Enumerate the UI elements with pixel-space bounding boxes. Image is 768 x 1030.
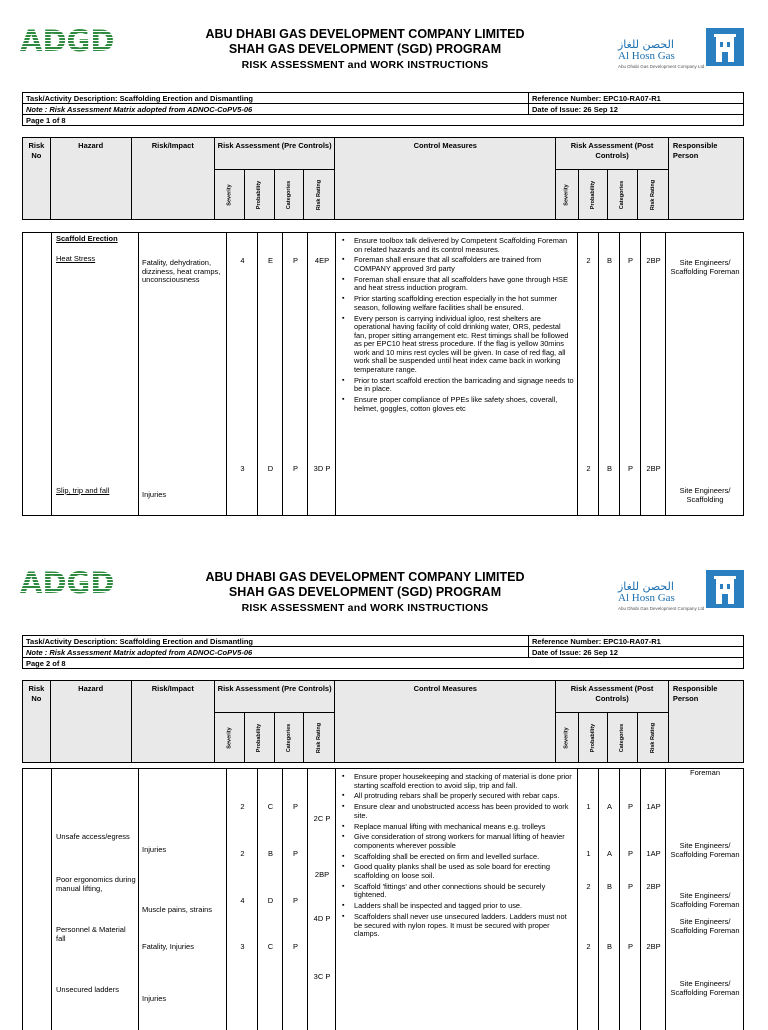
impact-cell: Fatality, dehydration, dizziness, heat cramps, unconsciousness: [142, 258, 221, 285]
risk-table-body: Scaffold Erection Heat Stress Fatality, dehydration, dizziness, heat cramps, unconsciousness 4 E P 4EP 2 B P 2BP Site Engineers/ Scaffolding Foreman Slip, trip and fall Injuries 3 D P 3D P 2 B P 2BP Site Engineers/ Scaffolding ▪ Ensure toolbox talk delivered by Competent Scaffolding Foreman on related hazards and its control measures. ▪ Foreman shall ensure that all scaffolders are trained from COMPANY approved 3rd party ▪ Foreman shall ensure that all scaffolders have gone through HSE and heat stress induction program. ▪ Prior starting scaffolding erection especially in the hot summer season, following welfare facilities shall be ensured. ▪ Every person is carrying individual igloo, rest shelters are operational having facility of cold drinking water, ORS, pedestal fan, proper sitting arrangement etc. Rest timings shall be followed as per EPC10 heat stress procedure. If the flag is yellow 30mins work and 10 mins rest cycles will be given. In case of red flag, all work shall be suspended until heat index came back in working temperature range. ▪ Prior to start scaffold erection the barricading and signage needs to be in place. ▪ Ensure proper compliance of PPEs like safety shoes, coverall, helmet, goggles, cotton gloves etc: [22, 232, 744, 516]
partner-logo: الحصن للغاز Al Hosn Gas Abu Dhabi Gas Development Company Ltd: [614, 28, 744, 72]
impact-cell: Injuries: [142, 490, 167, 499]
responsible-cell: Site Engineers/ Scaffolding Foreman: [670, 258, 740, 276]
control-measure: ▪ Ensure toolbox talk delivered by Competent Scaffolding Foreman on related hazards and its control measures.: [342, 237, 574, 254]
control-measure: ▪ Replace manual lifting with mechanical means e.g. trolleys: [342, 823, 574, 832]
page-label: Page 1 of 8: [23, 115, 744, 126]
control-measure: ▪ Ensure proper housekeeping and stacking of material is done prior starting scaffold erection to avoid slip, trip and fall.: [342, 773, 574, 790]
page-label: Page 2 of 8: [23, 658, 744, 669]
control-measure: ▪ Scaffold 'fittings' and other connections should be securely tightened.: [342, 883, 574, 900]
hazard-cell: Personnel & Material fall: [56, 925, 126, 943]
document-title: ABU DHABI GAS DEVELOPMENT COMPANY LIMITED SHAH GAS DEVELOPMENT (SGD) PROGRAM RISK ASSESSMENT and WORK INSTRUCTIONS: [205, 570, 525, 614]
control-measure: ▪ Good quality planks shall be used as sole board for erecting scaffolding on loose soil.: [342, 863, 574, 880]
hazard-cell: Unsecured ladders: [56, 985, 119, 994]
control-measure: ▪ Ensure clear and unobstructed access has been provided to work site.: [342, 803, 574, 820]
control-measures-list: [342, 773, 574, 941]
hazard-cell: Poor ergonomics during manual lifting,: [56, 875, 136, 893]
svg-text:ADGD: ADGD: [20, 24, 115, 58]
control-measure: ▪ Ladders shall be inspected and tagged prior to use.: [342, 902, 574, 911]
company-logo: [20, 566, 115, 600]
control-measure: ▪ Foreman shall ensure that all scaffolders are trained from COMPANY approved 3rd party: [342, 256, 574, 273]
control-measure: ▪ Ensure proper compliance of PPEs like safety shoes, coverall, helmet, goggles, cotton gloves etc: [342, 396, 574, 413]
tower-icon: [706, 28, 744, 66]
responsible-cell: Site Engineers/ Scaffolding: [679, 486, 731, 504]
control-measure: ▪ Prior starting scaffolding erection especially in the hot summer season, following welfare facilities shall be ensured.: [342, 295, 574, 312]
hazard-cell: Slip, trip and fall: [56, 486, 110, 495]
responsible-cell: Site Engineers/ Scaffolding Foreman: [670, 841, 740, 859]
svg-text:ADGD: ADGD: [20, 566, 115, 600]
responsible-cell: Foreman: [689, 768, 720, 777]
column-header: Risk No Hazard Risk/Impact Risk Assessment (Pre Controls) Control Measures Risk Assessment (Post Controls) Responsible Person Severity Probability Categories Risk Rating Severity Probability Categories Risk Rating: [22, 137, 744, 220]
impact-cell: Fatality, Injuries: [142, 942, 194, 951]
risk-table-body: Foreman 2 C P 2C P 1 A P 1AP Unsafe access/egress Injuries 2 B P 2BP 1 A P 1AP Site Engineers/ Scaffolding Foreman Poor ergonomics during manual lifting, Muscle pains, strains 4 D P 4D P 2 B P 2BP Site Engineers/ Scaffolding Foreman Personnel & Material fall Fatality, Injuries 3 C P 3C P 2 B P 2BP Site Engineers/ Scaffolding Foreman Unsecured ladders Injuries Site Engineers/ Scaffolding Foreman ▪ Ensure proper housekeeping and stacking of material is done prior starting scaffold erection to avoid slip, trip and fall. ▪ All protruding rebars shall be properly secured with rebar caps. ▪ Ensure clear and unobstructed access has been provided to work site. ▪ Replace manual lifting with mechanical means e.g. trolleys ▪ Give consideration of strong workers for manual lifting of heavier components wherever possible ▪ Scaffolding shall be erected on firm and levelled surface. ▪ Good quality planks shall be used as sole board for erecting scaffolding on loose soil. ▪ Scaffold 'fittings' and other connections should be securely tightened. ▪ Ladders shall be inspected and tagged prior to use. ▪ Scaffolders shall never use unsecured ladders. Ladders must not be secured with nylon ropes. It must be secured with proper clamps.: [22, 768, 744, 1030]
impact-cell: Injuries: [142, 845, 167, 854]
control-measure: ▪ Every person is carrying individual igloo, rest shelters are operational having facility of cold drinking water, ORS, pedestal fan, proper sitting arrangement etc. Rest timings shall be followed as per EPC10 heat stress procedure. If the flag is yellow 30mins work and 10 mins rest cycles will be given. In case of red flag, all work shall be suspended until heat index came back in working temperature range.: [342, 315, 574, 375]
tower-icon: [706, 570, 744, 608]
control-measure: ▪ Give consideration of strong workers for manual lifting of heavier components wherever possible: [342, 833, 574, 850]
hazard-cell: Heat Stress: [56, 254, 96, 263]
responsible-cell: Site Engineers/ Scaffolding Foreman: [670, 891, 740, 909]
document-title: ABU DHABI GAS DEVELOPMENT COMPANY LIMITED SHAH GAS DEVELOPMENT (SGD) PROGRAM RISK ASSESSMENT and WORK INSTRUCTIONS: [205, 27, 525, 71]
partner-logo: الحصن للغاز Al Hosn Gas Abu Dhabi Gas Development Company Ltd: [614, 570, 744, 614]
control-measure: ▪ Foreman shall ensure that all scaffolders have gone through HSE and heat stress induction program.: [342, 276, 574, 293]
control-measure: ▪ Scaffolding shall be erected on firm and levelled surface.: [342, 853, 574, 862]
responsible-cell: Site Engineers/ Scaffolding Foreman: [670, 917, 740, 935]
info-table: Task/Activity Description: Scaffolding Erection and Dismantling Reference Number: EPC10-RA07-R1 Note : Risk Assessment Matrix adopted from ADNOC-CoPV5-06 Date of Issue: 26 Sep 12 Page 2 of 8: [22, 635, 744, 669]
column-header: Risk No Hazard Risk/Impact Risk Assessment (Pre Controls) Control Measures Risk Assessment (Post Controls) Responsible Person Severity Probability Categories Risk Rating Severity Probability Categories Risk Rating: [22, 680, 744, 763]
company-logo: [20, 24, 115, 58]
section-title: Scaffold Erection: [56, 234, 118, 243]
impact-cell: Muscle pains, strains: [142, 905, 213, 914]
control-measure: ▪ All protruding rebars shall be properly secured with rebar caps.: [342, 792, 574, 801]
control-measures-list: [342, 237, 574, 416]
impact-cell: Injuries: [142, 994, 167, 1003]
info-table: Task/Activity Description: Scaffolding Erection and Dismantling Reference Number: EPC10-RA07-R1 Note : Risk Assessment Matrix adopted from ADNOC-CoPV5-06 Date of Issue: 26 Sep 12 Page 1 of 8: [22, 92, 744, 126]
hazard-cell: Unsafe access/egress: [56, 832, 130, 841]
page-2: [0, 540, 768, 1024]
control-measure: ▪ Scaffolders shall never use unsecured ladders. Ladders must not be secured with nylon ropes. It must be secured with proper clamps.: [342, 913, 574, 939]
control-measure: ▪ Prior to start scaffold erection the barricading and signage needs to be in place.: [342, 377, 574, 394]
responsible-cell: Site Engineers/ Scaffolding Foreman: [670, 979, 740, 997]
